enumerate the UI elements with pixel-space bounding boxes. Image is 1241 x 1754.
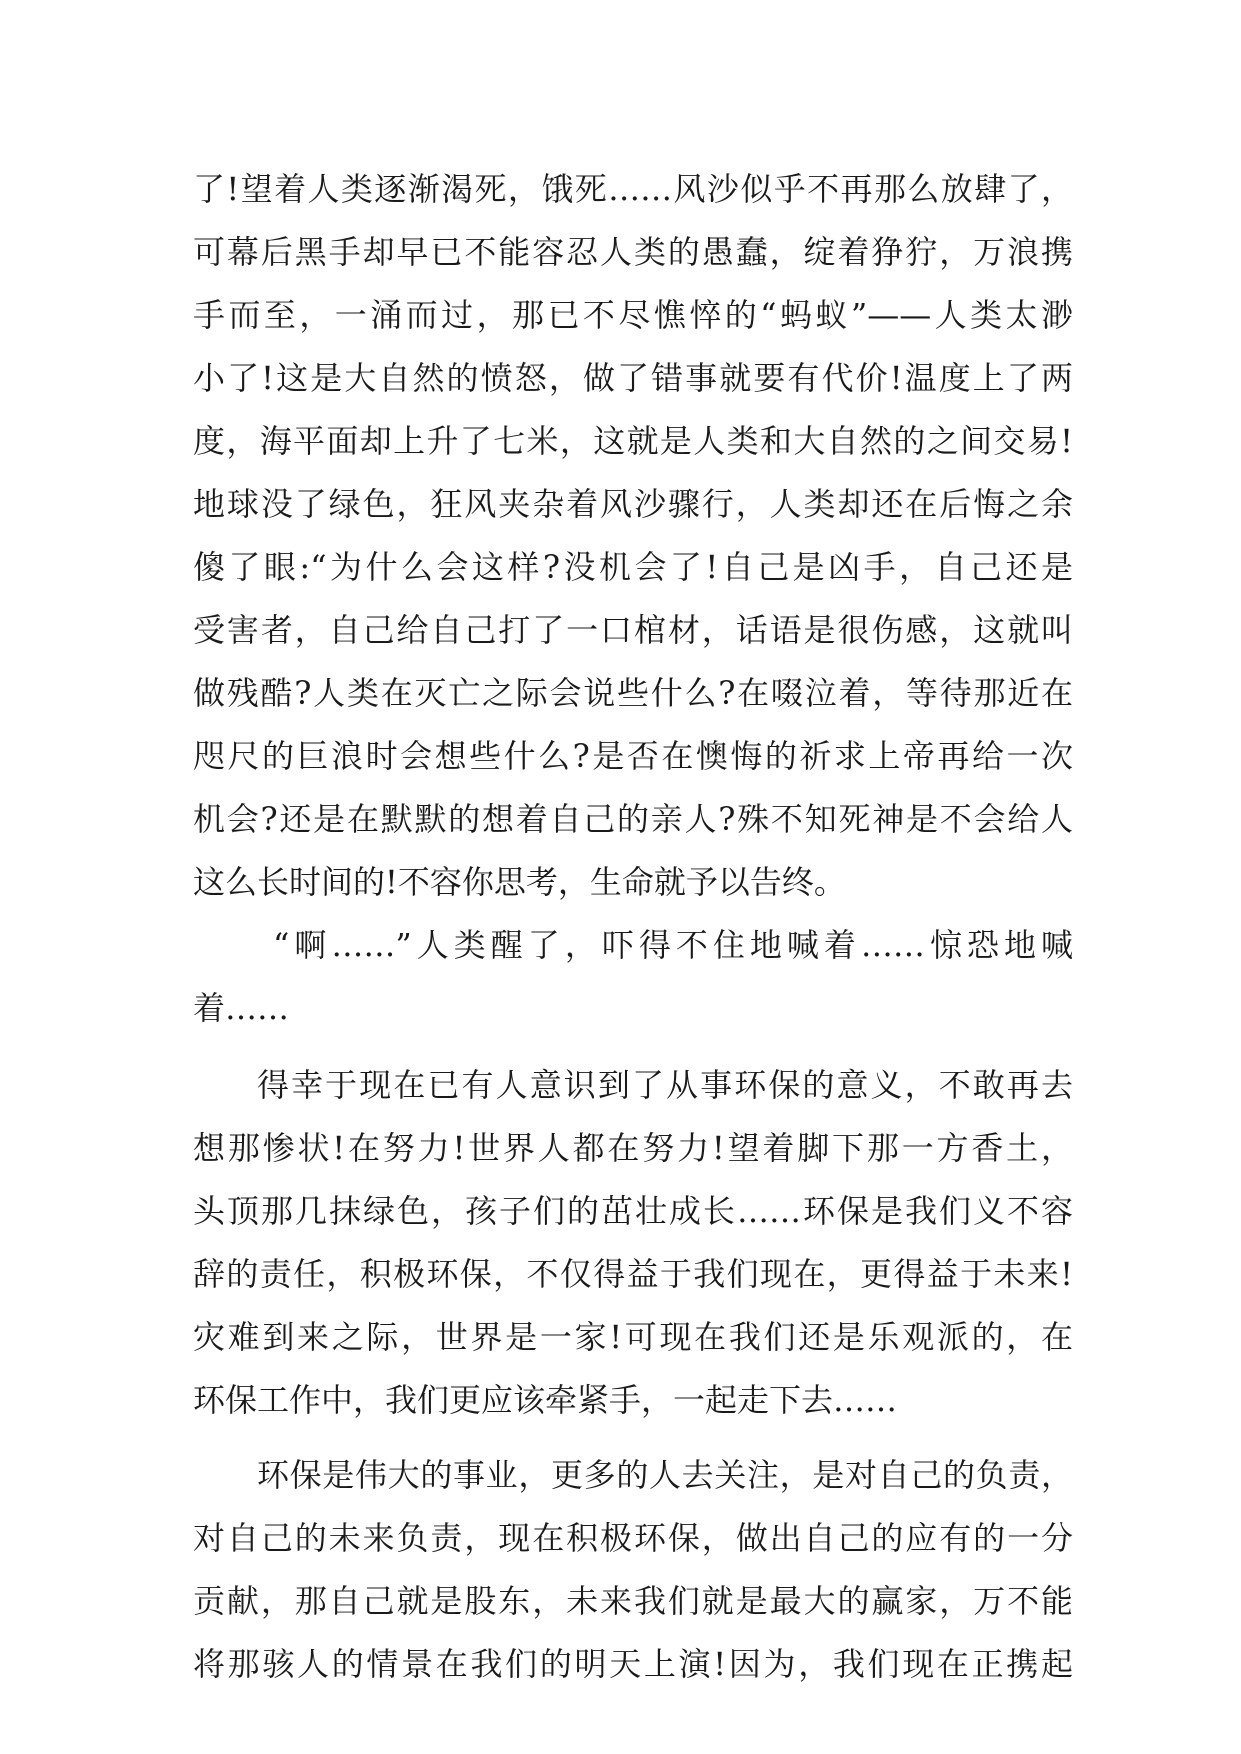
text-line: 头顶那几抹绿色，孩子们的茁壮成长……环保是我们义不容 xyxy=(193,1192,1073,1230)
text-line: 将那骇人的情景在我们的明天上演!因为，我们现在正携起 xyxy=(193,1645,1073,1683)
text-line: 灾难到来之际，世界是一家!可现在我们还是乐观派的，在 xyxy=(193,1318,1073,1356)
paragraph-gap xyxy=(193,1432,1073,1444)
paragraph-gap xyxy=(193,1040,1073,1054)
text-line: 辞的责任，积极环保，不仅得益于我们现在，更得益于未来! xyxy=(193,1255,1073,1293)
text-line: 度，海平面却上升了七米，这就是人类和大自然的之间交易! xyxy=(193,422,1073,460)
text-line: 了!望着人类逐渐渴死，饿死……风沙似乎不再那么放肆了， xyxy=(193,170,1073,208)
text-line: 地球没了绿色，狂风夹杂着风沙骤行，人类却还在后悔之余 xyxy=(193,485,1073,523)
text-line: 这么长时间的!不容你思考，生命就予以告终。 xyxy=(193,863,846,901)
text-line: 做残酷?人类在灭亡之际会说些什么?在啜泣着，等待那近在 xyxy=(193,674,1073,712)
text-line: 机会?还是在默默的想着自己的亲人?殊不知死神是不会给人 xyxy=(193,800,1073,838)
text-line: 环保工作中，我们更应该牵紧手，一起走下去…… xyxy=(193,1381,898,1419)
text-line: 小了!这是大自然的愤怒，做了错事就要有代价!温度上了两 xyxy=(193,359,1073,397)
text-line: 可幕后黑手却早已不能容忍人类的愚蠢，绽着狰狞，万浪携 xyxy=(193,233,1073,271)
text-line: 对自己的未来负责，现在积极环保，做出自己的应有的一分 xyxy=(193,1519,1073,1557)
text-line: 手而至，一涌而过，那已不尽憔悴的“蚂蚁”——人类太渺 xyxy=(193,296,1073,334)
text-line: 贡献，那自己就是股东，未来我们就是最大的赢家，万不能 xyxy=(193,1582,1073,1620)
text-line: 着…… xyxy=(193,989,290,1027)
body-text xyxy=(193,158,1073,1696)
text-line: 想那惨状!在努力!世界人都在努力!望着脚下那一方香土， xyxy=(193,1129,1073,1167)
text-line: 受害者，自己给自己打了一口棺材，话语是很伤感，这就叫 xyxy=(193,611,1073,649)
text-line: 环保是伟大的事业，更多的人去关注，是对自己的负责， xyxy=(257,1456,1073,1494)
text-line: 咫尺的巨浪时会想些什么?是否在懊悔的祈求上帝再给一次 xyxy=(193,737,1073,775)
text-line: 傻了眼:“为什么会这样?没机会了!自己是凶手，自己还是 xyxy=(193,548,1073,586)
text-line: 得幸于现在已有人意识到了从事环保的意义，不敢再去 xyxy=(257,1066,1073,1104)
text-line: “啊……”人类醒了，吓得不住地喊着……惊恐地喊 xyxy=(273,926,1073,964)
